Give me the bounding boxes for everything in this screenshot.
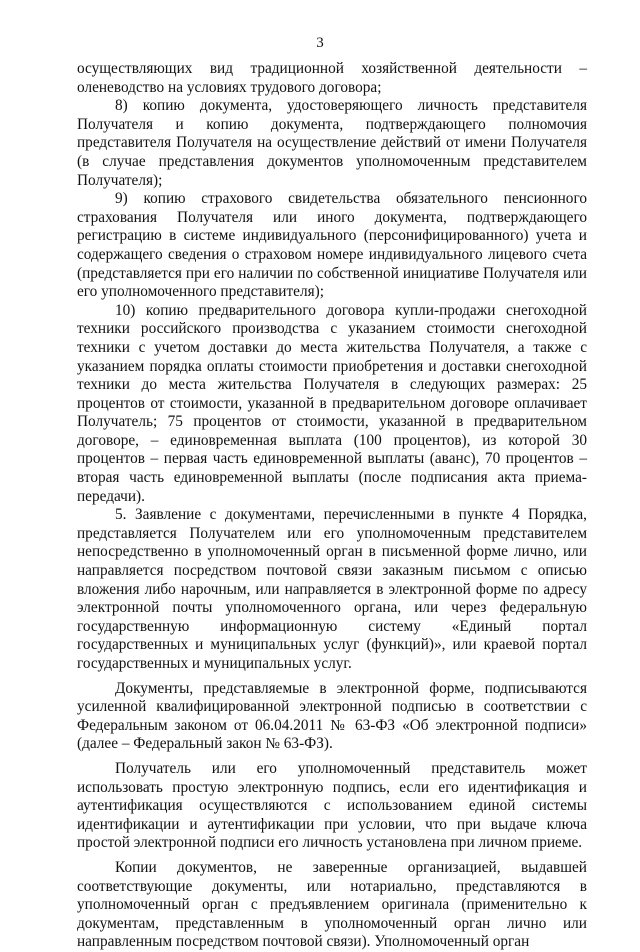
paragraph-copies: Копии документов, не заверенные организацией, выдавшей соответствующие документы, или нотариально, представляются в уполномоченный орган с предъявлением оригинала (применительно к документам, представленным в уполномоченный орган лично или направленным посредством почтовой связи). Уполномоченный орган	[77, 858, 587, 951]
list-item-10: 10) копию предварительного договора купли-продажи снегоходной техники российского производства с указанием стоимости снегоходной техники с учетом доставки до места жительства Получателя, а также с указанием порядка оплаты стоимости приобретения и доставки снегоходной техники до места жительства Получателя в следующих размерах: 25 процентов от стоимости, указанной в предварительном договоре оплачивает Получатель; 75 процентов от стоимости, указанной в предварительном договоре, – единовременная выплата (100 процентов), из которой 30 процентов – первая часть единовременной выплаты (аванс), 70 процентов – вторая часть единовременной выплаты (после подписания акта приема-передачи).	[77, 301, 587, 505]
clause-5: 5. Заявление с документами, перечисленными в пункте 4 Порядка, представляется Получателем или его уполномоченным представителем непосредственно в уполномоченный орган в письменной форме лично, или направляется посредством почтовой связи заказным письмом с описью вложения либо нарочным, или направляется в электронной форме по адресу электронной почты уполномоченного органа, или через федеральную государственную информационную систему «Единый портал государственных и муниципальных услуг (функций)», или краевой портал государственных и муниципальных услуг.	[77, 506, 587, 672]
page-number: 3	[316, 35, 324, 51]
paragraph-continuation: осуществляющих вид традиционной хозяйственной деятельности – оленеводство на условиях трудового договора;	[77, 60, 587, 96]
paragraph-electronic-signature: Документы, представляемые в электронной форме, подписываются усиленной квалифицированной электронной подписью в соответствии с Федеральным законом от 06.04.2011 № 63-ФЗ «Об электронной подписи» (далее – Федеральный закон № 63-ФЗ).	[77, 679, 587, 753]
document-body	[77, 60, 587, 952]
list-item-8: 8) копию документа, удостоверяющего личность представителя Получателя и копию документа, подтверждающего полномочия представителя Получателя на осуществление действий от имени Получателя (в случае представления документов уполномоченным представителем Получателя);	[77, 97, 587, 189]
list-item-9: 9) копию страхового свидетельства обязательного пенсионного страхования Получателя или иного документа, подтверждающего регистрацию в системе индивидуального (персонифицированного) учета и содержащего сведения о страховом номере индивидуального лицевого счета (представляется при его наличии по собственной инициативе Получателя или его уполномоченного представителя);	[77, 190, 587, 301]
paragraph-simple-signature: Получатель или его уполномоченный представитель может использовать простую электронную подпись, если его идентификация и аутентификация осуществляются с использованием единой системы идентификации и аутентификации при условии, что при выдаче ключа простой электронной подписи его личность установлена при личном приеме.	[77, 759, 587, 852]
